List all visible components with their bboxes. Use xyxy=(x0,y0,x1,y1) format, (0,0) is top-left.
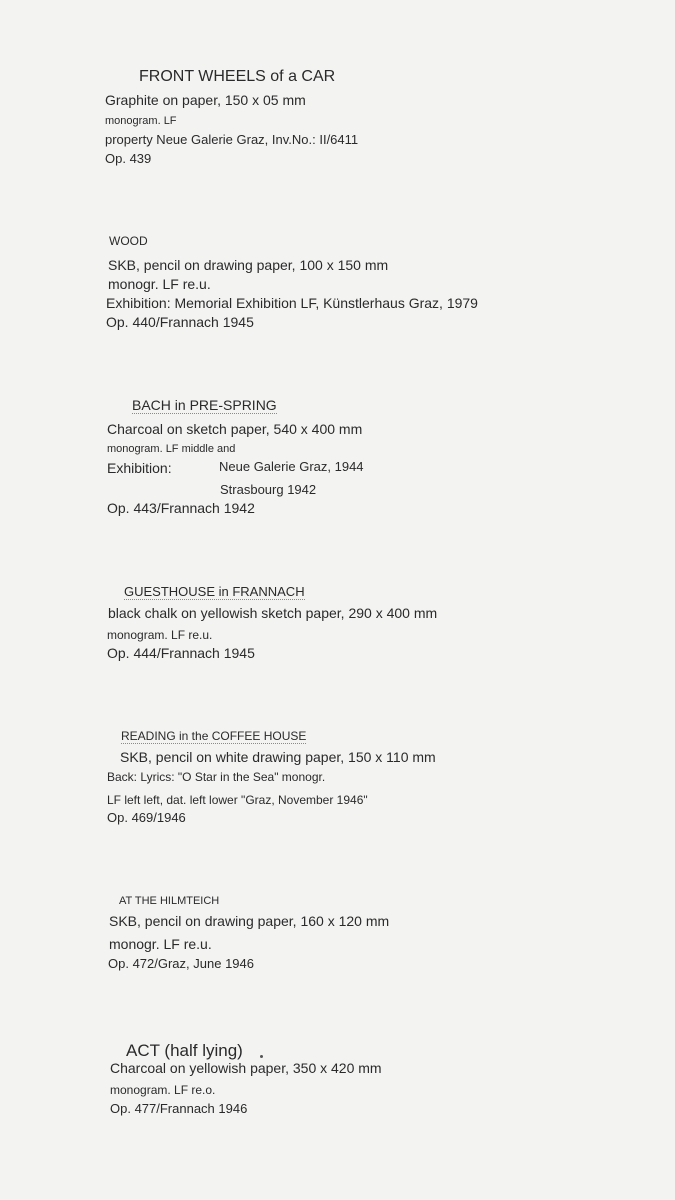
entry-title: READING in the COFFEE HOUSE xyxy=(121,729,307,743)
entry-title: GUESTHOUSE in FRANNACH xyxy=(124,584,305,599)
entry-medium: SKB, pencil on drawing paper, 160 x 120 mm xyxy=(109,913,390,929)
entry-medium: SKB, pencil on white drawing paper, 150 x 110 mm xyxy=(120,749,436,765)
entry-monogram: LF left left, dat. left lower "Graz, November 1946" xyxy=(107,793,368,807)
entry-exhibition-venue: Neue Galerie Graz, 1944 xyxy=(219,459,364,474)
entry-property: property Neue Galerie Graz, Inv.No.: II/6411 xyxy=(105,132,359,147)
entry-monogram: monogram. LF re.u. xyxy=(107,628,213,642)
entry-opus: Op. 444/Frannach 1945 xyxy=(107,645,255,661)
entry-title: BACH in PRE-SPRING xyxy=(132,397,277,413)
entry-opus: Op. 440/Frannach 1945 xyxy=(106,314,254,330)
ink-dot xyxy=(260,1055,263,1058)
entry-opus: Op. 439 xyxy=(105,151,152,166)
entry-opus: Op. 472/Graz, June 1946 xyxy=(108,956,254,971)
entry-back-note: Back: Lyrics: "O Star in the Sea" monogr. xyxy=(107,770,326,784)
entry-monogram: monogram. LF re.o. xyxy=(110,1083,216,1097)
entry-monogram: monogram. LF middle and xyxy=(107,443,236,455)
entry-medium: Charcoal on yellowish paper, 350 x 420 mm xyxy=(110,1060,382,1076)
entry-monogram: monogr. LF re.u. xyxy=(108,276,211,292)
entry-title: ACT (half lying) xyxy=(126,1041,243,1060)
entry-title: FRONT WHEELS of a CAR xyxy=(139,68,336,85)
entry-exhibition: Exhibition: Memorial Exhibition LF, Künstlerhaus Graz, 1979 xyxy=(106,295,478,311)
entry-title: AT THE HILMTEICH xyxy=(119,895,220,907)
entry-monogram: monogram. LF xyxy=(105,115,177,127)
entry-opus: Op. 477/Frannach 1946 xyxy=(110,1101,248,1116)
entry-exhibition-venue: Strasbourg 1942 xyxy=(220,482,317,497)
entry-medium: SKB, pencil on drawing paper, 100 x 150 mm xyxy=(108,257,389,273)
entry-opus: Op. 443/Frannach 1942 xyxy=(107,500,255,516)
entry-opus: Op. 469/1946 xyxy=(107,810,186,825)
entry-title: WOOD xyxy=(109,234,148,248)
entry-medium: black chalk on yellowish sketch paper, 290 x 400 mm xyxy=(108,605,438,621)
entry-medium: Graphite on paper, 150 x 05 mm xyxy=(105,92,306,108)
entry-monogram: monogr. LF re.u. xyxy=(109,936,212,952)
entry-exhibition-label: Exhibition: xyxy=(107,460,172,476)
entry-medium: Charcoal on sketch paper, 540 x 400 mm xyxy=(107,421,363,437)
